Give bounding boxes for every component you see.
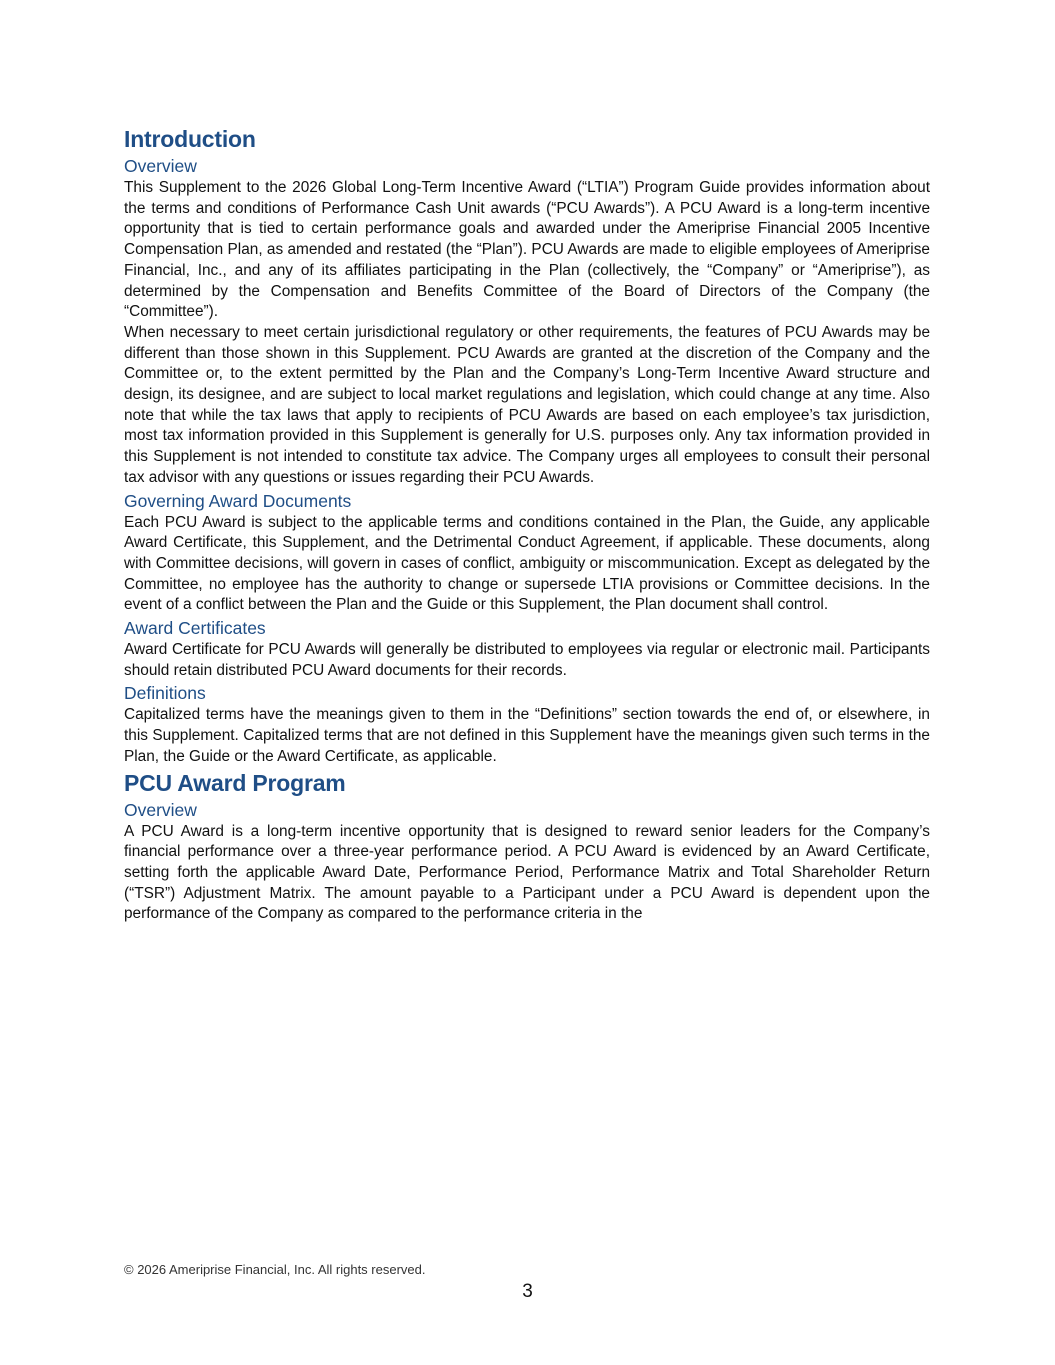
document-page <box>124 124 930 925</box>
pcu-program-overview-paragraph: A PCU Award is a long-term incentive opportunity that is designed to reward senior leaders for the Company’s financial performance over a three-year performance period. A PCU Award is evidenced by an Award Certificate, setting forth the applicable Award Date, Performance Period, Performance Matrix and Total Shareholder Return (“TSR”) Adjustment Matrix. The amount payable to a Participant under a PCU Award is dependent upon the performance of the Company as compared to the performance criteria in the <box>124 822 930 923</box>
award-certificates-heading: Award Certificates <box>124 618 266 639</box>
introduction-overview-heading: Overview <box>124 156 197 176</box>
definitions-heading: Definitions <box>124 683 206 704</box>
definitions-paragraph: Capitalized terms have the meanings given to them in the “Definitions” section towards the end of, or elsewhere, in this Supplement. Capitalized terms that are not defined in this Supplement have the meanings given such terms in the Plan, the Guide or the Award Certificate, as applicable. <box>124 706 930 765</box>
governing-award-documents-paragraph: Each PCU Award is subject to the applicable terms and conditions contained in the Plan, the Guide, any applicable Award Certificate, this Supplement, and the Detrimental Conduct Agreement, if applicable. These documents, along with Committee decisions, will govern in cases of conflict, ambiguity or miscommunication. Except as delegated by the Committee, no employee has the authority to change or supersede LTIA provisions or Committee decisions. In the event of a conflict between the Plan and the Guide or this Supplement, the Plan document shall control. <box>124 513 930 614</box>
governing-award-documents-heading: Governing Award Documents <box>124 490 352 511</box>
award-certificates-paragraph: Award Certificate for PCU Awards will generally be distributed to employees via regular or electronic mail. Participants should retain distributed PCU Award documents for their records. <box>124 641 930 679</box>
introduction-title: Introduction <box>124 126 256 152</box>
introduction-overview-paragraph-2: When necessary to meet certain jurisdictional regulatory or other requirements, the features of PCU Awards may be different than those shown in this Supplement. PCU Awards are granted at the discretion of the Company and the Committee or, to the extent permitted by the Plan and the Company’s Long-Term Incentive Award structure and design, its designee, and are subject to local market regulations and legislation, which could change at any time. Also note that while the tax laws that apply to recipients of PCU Awards are based on each employee’s tax jurisdiction, most tax information provided in this Supplement is generally for U.S. purposes only. Any tax information provided in this Supplement is not intended to constitute tax advice. The Company urges all employees to consult their personal tax advisor with any questions or issues regarding their PCU Awards. <box>124 323 930 486</box>
introduction-overview-paragraph-1: This Supplement to the 2026 Global Long-Term Incentive Award (“LTIA”) Program Guide provides information about the terms and conditions of Performance Cash Unit awards (“PCU Awards”). A PCU Award is a long-term incentive opportunity that is tied to certain performance goals and awarded under the Ameriprise Financial 2005 Incentive Compensation Plan, as amended and restated (the “Plan”). PCU Awards are made to eligible employees of Ameriprise Financial, Inc., and any of its affiliates participating in the Plan (collectively, the “Company” or “Ameriprise”), as determined by the Compensation and Benefits Committee of the Board of Directors of the Company (the “Committee”). <box>124 179 930 321</box>
pcu-program-overview-heading: Overview <box>124 799 197 820</box>
pcu-award-program-title: PCU Award Program <box>124 769 346 796</box>
footer-copyright: © 2026 Ameriprise Financial, Inc. All rights reserved. <box>124 1262 426 1277</box>
page-number: 3 <box>522 1281 533 1302</box>
